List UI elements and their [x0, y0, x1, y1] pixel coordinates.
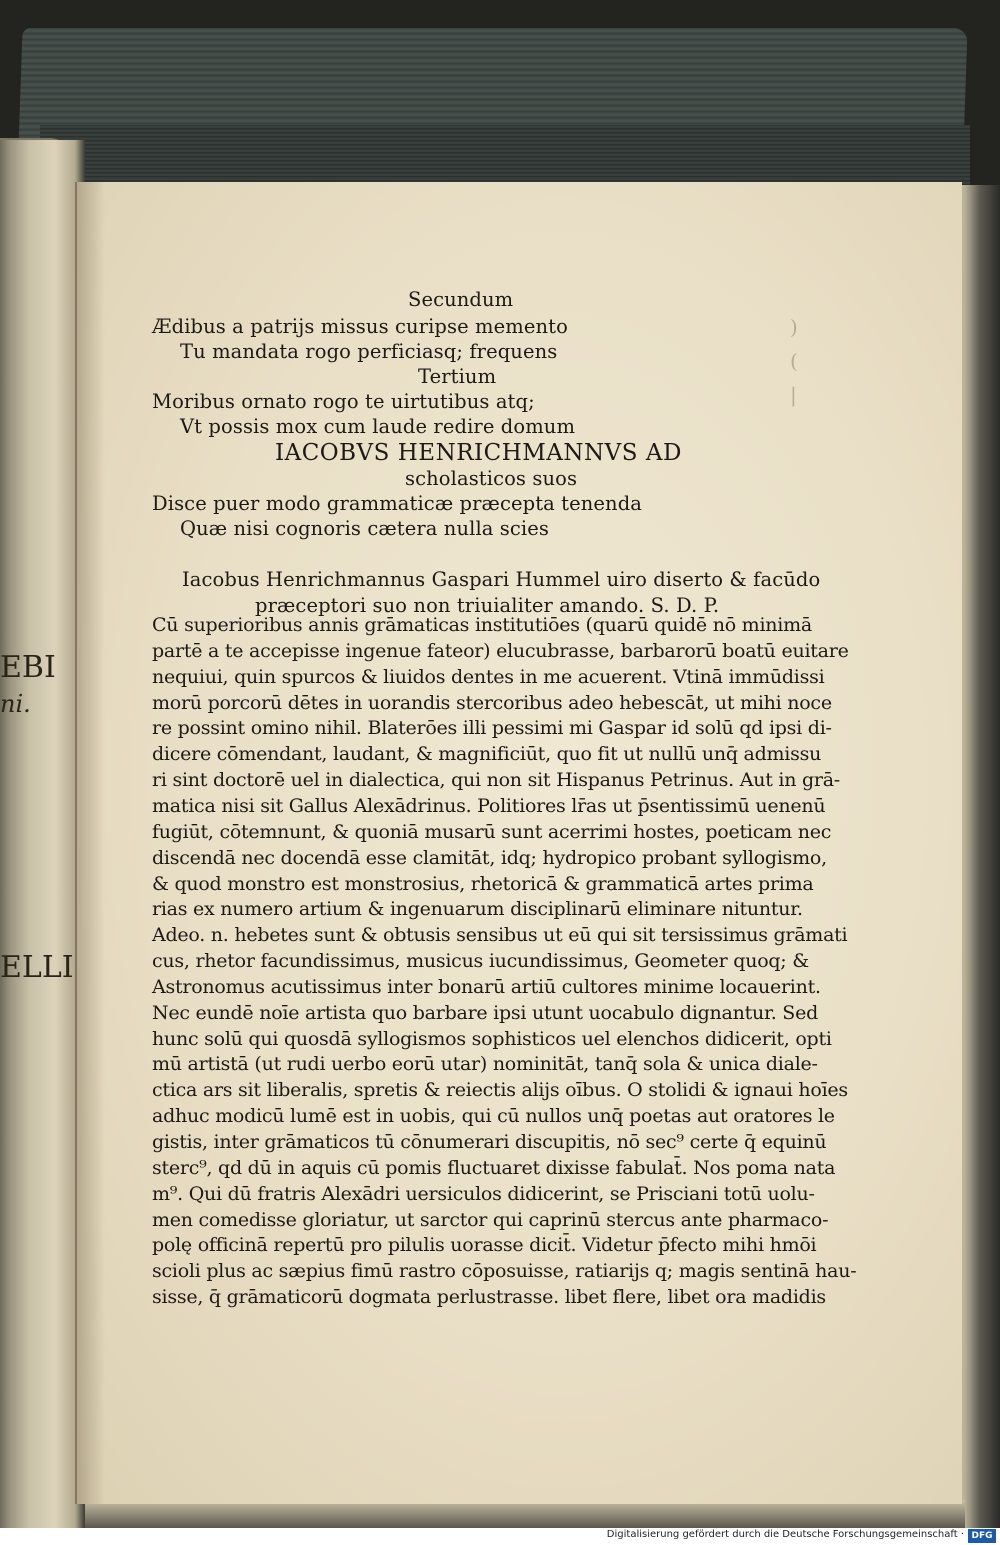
body-text-line: re possint omino nihil. Blaterōes illi pessimi mi Gaspar id solū qd ipsi di-	[152, 717, 832, 740]
left-facing-page	[0, 140, 85, 1528]
funding-credit: Digitalisierung gefördert durch die Deutsche Forschungsgemeinschaft ·	[606, 1529, 964, 1540]
body-text-line: & quod monstro est monstrosius, rhetoricā & grammaticā artes prima	[152, 872, 814, 895]
body-text-line: m⁹. Qui dū fratris Alexādri uersiculos didicerint, se Prisciani totū uolu-	[152, 1182, 815, 1205]
body-text-line: dicere cōmendant, laudant, & magnificiūt, quo fit ut nullū unq̄ admissu	[152, 743, 822, 766]
body-text-line: partē a te accepisse ingenue fateor) elucubrasse, barbarorū boatū euitare	[152, 639, 849, 662]
salutation-line: præceptori suo non triuialiter amando. S. D. P.	[255, 594, 720, 617]
verse-line: Moribus ornato rogo te uirtutibus atq;	[152, 390, 535, 413]
body-text-line: ctica ars sit liberalis, spretis & reiectis alijs oībus. O stolidi & ignaui hoīes	[152, 1079, 848, 1102]
section-heading: IACOBVS HENRICHMANNVS AD	[275, 440, 682, 466]
section-subheading: scholasticos suos	[405, 467, 578, 490]
gutter-shadow	[75, 182, 105, 1504]
body-text-line: scioli plus ac sæpius fimū rastro cōposuisse, ratiarijs q; magis sentinā hau-	[152, 1260, 857, 1283]
verse-line: Ædibus a patrijs missus curipse memento	[152, 315, 568, 338]
body-text-line: Adeo. n. hebetes sunt & obtusis sensibus ut eū qui sit tersissimus grāmati	[152, 924, 848, 947]
footer-bar	[0, 1528, 1000, 1545]
body-text-line: matica nisi sit Gallus Alexādrinus. Politiores lr̄as ut p̄sentissimū uenenū	[152, 794, 826, 817]
body-text-line: fugiūt, cōtemnunt, & quoniā musarū sunt acerrimi hostes, poeticam nec	[152, 820, 832, 843]
body-text-line: adhuc modicū lumē est in uobis, qui cū nullos unq̄ poetas aut oratores le	[152, 1105, 835, 1128]
body-text-line: polę officinā repertū pro pilulis uorasse dicit̄. Videtur p̄fecto mihi hmōi	[152, 1234, 817, 1257]
body-text-line: nequiui, quin spurcos & liuidos dentes in me acuerent. Vtinā immūdissi	[152, 665, 825, 688]
book-bottom-edge	[85, 1500, 965, 1528]
body-text-line: morū porcorū dētes in uorandis stercoribus adeo hebescāt, ut mihi noce	[152, 691, 832, 714]
salutation-line: Iacobus Henrichmannus Gaspari Hummel uiro diserto & facūdo	[182, 568, 821, 591]
body-text-line: sterc⁹, qd dū in aquis cū pomis fluctuaret dixisse fabulat̄. Nos poma nata	[152, 1156, 836, 1179]
verse-line: Vt possis mox cum laude redire domum	[180, 415, 576, 438]
dfg-logo: DFG	[968, 1529, 996, 1543]
body-text-line: rias ex numero artium & ingenuarum disciplinarū eliminare nituntur.	[152, 898, 803, 921]
body-text-line: Nec eundē noīe artista quo barbare ipsi utunt uocabulo dignantur. Sed	[152, 1001, 818, 1024]
verse-line: Secundum	[408, 288, 514, 311]
body-text-line: cus, rhetor facundissimus, musicus iucundissimus, Geometer quoq; &	[152, 950, 809, 973]
body-text-line: gistis, inter grāmaticos tū cōnumerari discupitis, nō sec⁹ certe q̄ equinū	[152, 1131, 827, 1153]
body-text-line: sisse, q̄ grāmaticorū dogmata perlustrasse. libet flere, libet ora madidis	[152, 1286, 826, 1309]
couplet-line: Disce puer modo grammaticæ præcepta tenenda	[152, 492, 643, 515]
verse-line: Tertium	[418, 365, 497, 388]
show-through-marks: ) ( |	[790, 315, 798, 407]
body-text-line: hunc solū qui quosdā syllogismos sophisticos uel elenchos didicerit, opti	[152, 1027, 832, 1050]
verse-line: Tu mandata rogo perficiasq; frequens	[180, 340, 558, 363]
couplet-line: Quæ nisi cognoris cætera nulla scies	[180, 517, 550, 540]
body-text-line: Cū superioribus annis grāmaticas institutiōes (quarū quidē nō minimā	[152, 614, 812, 636]
body-text-line: mū artistā (ut rudi uerbo eorū utar) nominitāt, tanq̄ sola & unica diale-	[152, 1053, 818, 1076]
body-text-line: Astronomus acutissimus inter bonarū artiū cultores minime locauerint.	[152, 975, 821, 998]
left-fragment: EBI	[0, 650, 56, 685]
left-fragment: ELLI	[0, 950, 74, 985]
body-text-line: men comedisse gloriatur, ut sarctor qui caprinū stercus ante pharmaco-	[152, 1208, 829, 1231]
body-text-line: ri sint doctorē uel in dialectica, qui non sit Hispanus Petrinus. Aut in grā-	[152, 769, 840, 792]
body-text-line: discendā nec docendā esse clamitāt, idq; hydropico probant syllogismo,	[152, 846, 827, 869]
left-fragment: ni.	[0, 690, 31, 718]
